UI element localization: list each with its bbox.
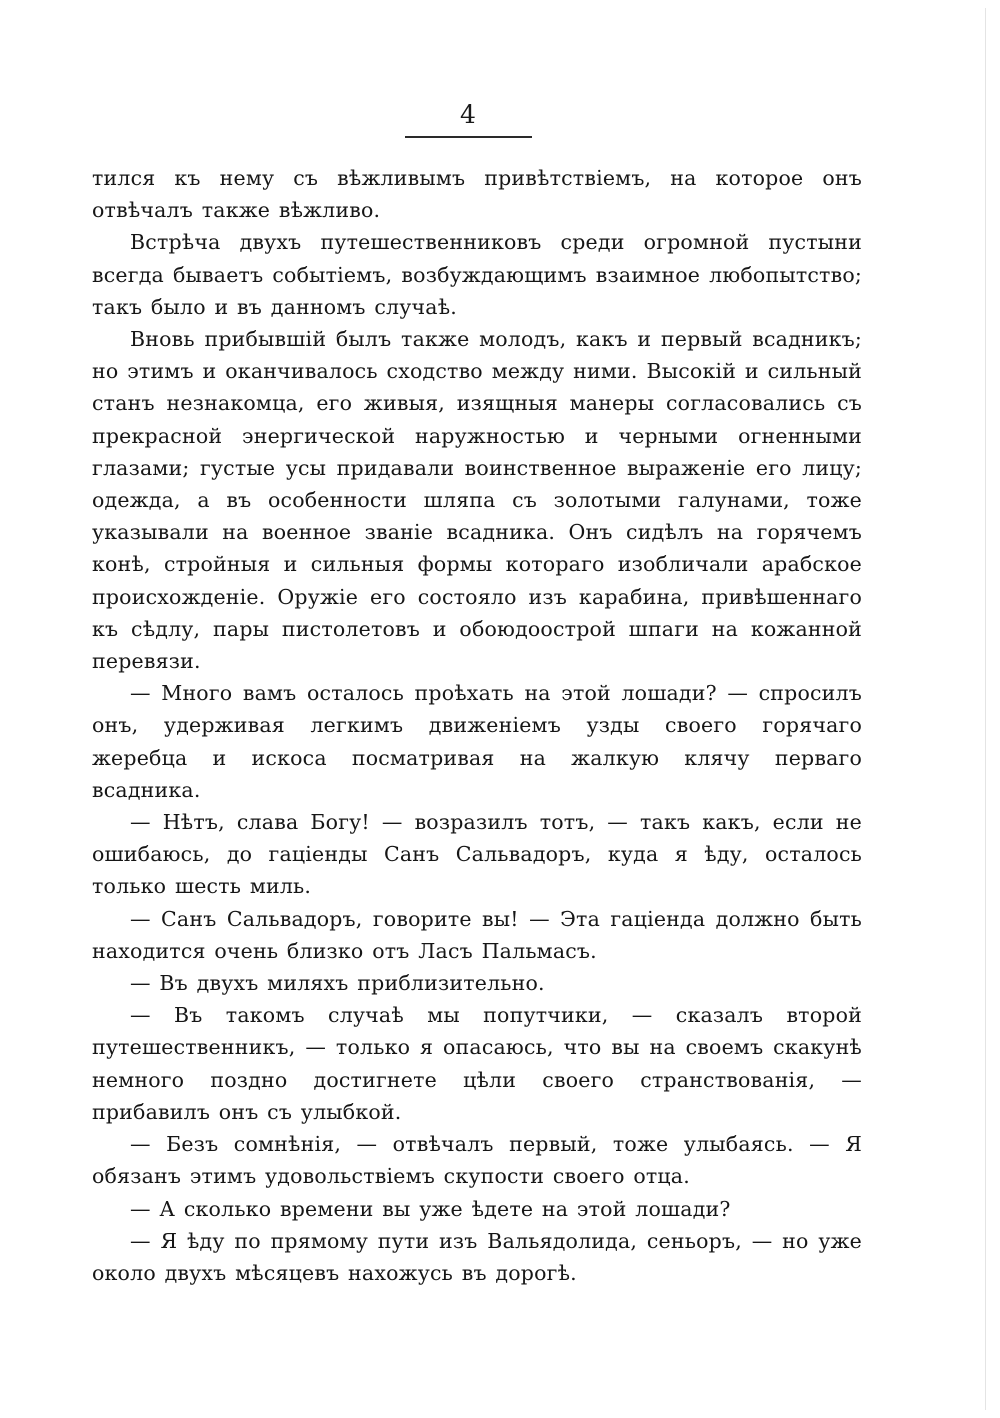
dialogue-paragraph: — Я ѣду по прямому пути изъ Вальядолида, сеньоръ, — но уже около двухъ мѣсяцевъ нахожусь въ дорогѣ. [92, 1228, 862, 1285]
page-number: 4 [460, 100, 476, 129]
header-rule [405, 136, 532, 138]
dialogue-paragraph: — Въ такомъ случаѣ мы попутчики, — сказалъ второй путешественникъ, — только я опасаюсь, что вы на своемъ скакунѣ немного поздно достигнете цѣли своего странствованія, — прибавилъ онъ съ улыбкой. [92, 1003, 862, 1124]
page-edge-line [985, 8, 986, 1410]
dialogue-paragraph: — Санъ Сальвадоръ, говорите вы! — Эта гаціенда должно быть находится очень близко отъ Ласъ Пальмасъ. [92, 906, 862, 963]
dialogue-paragraph: — Въ двухъ миляхъ приблизительно. [130, 971, 545, 996]
dialogue-paragraph: — Нѣтъ, слава Богу! — возразилъ тотъ, — такъ какъ, если не ошибаюсь, до гаціенды Санъ Сальвадоръ, куда я ѣду, осталось только шесть миль. [92, 810, 862, 899]
paragraph-continued: тился къ нему съ вѣжливымъ привѣтствіемъ, на которое онъ отвѣчалъ также вѣжливо. [92, 166, 862, 223]
dialogue-paragraph: — Много вамъ осталось проѣхать на этой лошади? — спросилъ онъ, удерживая легкимъ движеніемъ узды своего горячаго жеребца и искоса посматривая на жалкую клячу перваго всадника. [92, 681, 862, 802]
body-text [92, 162, 862, 1289]
paragraph: Вновь прибывшій былъ также молодъ, какъ и первый всадникъ; но этимъ и оканчивалось сходство между ними. Высокій и сильный станъ незнакомца, его живыя, изящныя манеры согласовались съ прекрасной энергической наружностью и черными огненными глазами; густые усы придавали воинственное выраженіе его лицу; одежда, а въ особенности шляпа съ золотыми галунами, тоже указывали на военное званіе всадника. Онъ сидѣлъ на горячемъ конѣ, стройныя и сильныя формы котораго изобличали арабское происхожденіе. Оружіе его состояло изъ карабина, привѣшеннаго къ сѣдлу, пары пистолетовъ и обоюдоострой шпаги на кожанной перевязи. [92, 327, 862, 674]
dialogue-paragraph: — А сколько времени вы уже ѣдете на этой лошади? [130, 1196, 731, 1221]
paragraph: Встрѣча двухъ путешественниковъ среди огромной пустыни всегда бываетъ событіемъ, возбуждающимъ взаимное любопытство; такъ было и въ данномъ случаѣ. [92, 230, 862, 319]
dialogue-paragraph: — Безъ сомнѣнія, — отвѣчалъ первый, тоже улыбаясь. — Я обязанъ этимъ удовольствіемъ скупости своего отца. [92, 1132, 862, 1189]
